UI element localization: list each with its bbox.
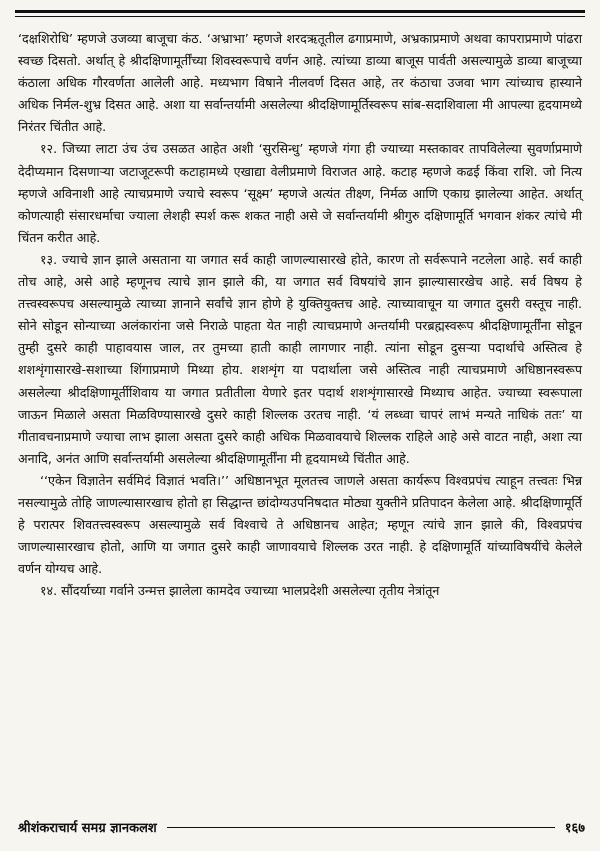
paragraph: १२. जिच्या लाटा उंच उंच उसळत आहेत अशी ‘सुरसिन्धु’ म्हणजे गंगा ही ज्याच्या मस्तकावर तापविलेल्या सुवर्णाप्रमाणे देदीप्यमान दिसणाऱ्या जटाजूटरूपी कटाहामध्ये एखाद्या वेलीप्रमाणे विराजत आहे. कटाह म्हणजे कढई किंवा राशि. जो नित्य म्हणजे अविनाशी आहे त्याचप्रमाणे ज्याचे स्वरूप ‘सूक्ष्म’ म्हणजे अत्यंत तीक्ष्ण, निर्मळ आणि एकाग्र झालेल्या आहेत. अर्थात् कोणत्याही संसारधर्माचा ज्याला लेशही स्पर्श करू शकत नाही असे जे सर्वान्तर्यामी श्रीगुरु दक्षिणामूर्ति भगवान शंकर त्यांचे मी चिंतन करीत आहे. bbox=[18, 141, 582, 245]
page-footer bbox=[18, 817, 585, 837]
paragraph: १४. सौंदर्याच्या गर्वाने उन्मत्त झालेला कामदेव ज्याच्या भालप्रदेशी असलेल्या तृतीय नेत्रांतून bbox=[40, 583, 440, 599]
top-rule-thin bbox=[15, 16, 585, 17]
page-body bbox=[18, 28, 582, 602]
top-rule bbox=[15, 10, 585, 13]
footer-rule bbox=[167, 827, 555, 828]
paragraph: ‘दक्षशिरोधि’ म्हणजे उजव्या बाजूचा कंठ. ‘अभ्राभा’ म्हणजे शरदऋतूतील ढगाप्रमाणे, अभ्रकाप्रमाणे अथवा कापराप्रमाणे पांढरा स्वच्छ दिसतो. अर्थात् हे श्रीदक्षिणामूर्तींच्या शिवस्वरूपाचे वर्णन आहे. त्यांच्या डाव्या बाजूस पार्वती असल्यामुळे डाव्या बाजूच्या कंठाला अधिक गौरवर्णता आलेली आहे. मध्यभाग विषाने नीलवर्ण दिसत आहे, तर कंठाचा उजवा भाग त्यांच्याच हास्याने अधिक निर्मल-शुभ्र दिसत आहे. अशा या सर्वान्तर्यामी असलेल्या श्रीदक्षिणामूर्तिस्वरूप सांब-सदाशिवाला मी आपल्या हृदयामध्ये निरंतर चिंतीत आहे. bbox=[18, 31, 582, 135]
paragraph: १३. ज्याचे ज्ञान झाले असताना या जगात सर्व काही जाणल्यासारखे होते, कारण तो सर्वरूपाने नटलेला आहे. सर्व काही तोच आहे, असे आहे म्हणूनच त्याचे ज्ञान झाले की, या जगात सर्व विषयांचे ज्ञान झाल्यासारखेच आहे. सर्व विषय हे तत्त्वस्वरूपच असल्यामुळे त्याच्या ज्ञानाने सर्वांचे ज्ञान होणे हे युक्तियुक्तच आहे. त्याच्यावाचून या जगात दुसरी वस्तूच नाही. सोने सोडून सोन्याच्या अलंकारांना जसे निराळे पाहता येत नाही त्याचप्रमाणे अन्तर्यामी परब्रह्मस्वरूप श्रीदक्षिणामूर्तींना सोडून तुम्ही दुसरे काही पाहावयास जाल, तर तुमच्या हाती काही लागणार नाही. त्यांना सोडून दुसऱ्या पदार्थाचे अस्तित्व हे शशशृंगासारखे-सशाच्या शिंगाप्रमाणे मिथ्या होय. शशशृंग या पदार्थाला जसे अस्तित्व नाही त्याचप्रमाणे अधिष्ठानस्वरूप असलेल्या श्रीदक्षिणामूर्तीशिवाय या जगात प्रतीतीला येणारे इतर पदार्थ शशशृंगासारखे मिथ्याच आहेत. ज्याच्या स्वरूपाला जाऊन मिळाले असता मिळविण्यासारखे दुसरे काही शिल्लक उरतच नाही. ‘यं लब्ध्वा चापरं लाभं मन्यते नाधिकं ततः’ या गीतावचनाप्रमाणे ज्याचा लाभ झाला असता दुसरे काही अधिक मिळवावयाचे शिल्लक राहिले आहे असे वाटत नाही, अशा त्या अनादि, अनंत आणि सर्वान्तर्यामी असलेल्या श्रीदक्षिणामूर्तींना मी हृदयामध्ये चिंतीत आहे. bbox=[18, 251, 582, 466]
paragraph: ‘‘एकेन विज्ञातेन सर्वमिदं विज्ञातं भवति।’’ अधिष्ठानभूत मूलतत्त्व जाणले असता कार्यरूप विश्वप्रपंच त्याहून तत्त्वतः भिन्न नसल्यामुळे तोहि जाणल्यासारखाच होतो हा सिद्धान्त छांदोग्यउपनिषदात मोठ्या युक्तीने प्रतिपादन केलेला आहे. श्रीदक्षिणामूर्ति हे परात्पर शिवतत्त्वस्वरूप असल्यामुळे सर्व विश्वाचे ते अधिष्ठानच आहेत; म्हणून त्यांचे ज्ञान झाले की, विश्वप्रपंच जाणल्यासारखाच होतो, आणि या जगात दुसरे काही जाणावयाचे शिल्लक उरत नाही. हे दक्षिणामूर्ति यांच्याविषयींचे केलेले वर्णन योग्यच आहे. bbox=[18, 472, 582, 577]
book-title: श्रीशंकराचार्य समग्र ज्ञानकलश bbox=[18, 821, 157, 836]
page-number: १६७ bbox=[564, 821, 585, 836]
